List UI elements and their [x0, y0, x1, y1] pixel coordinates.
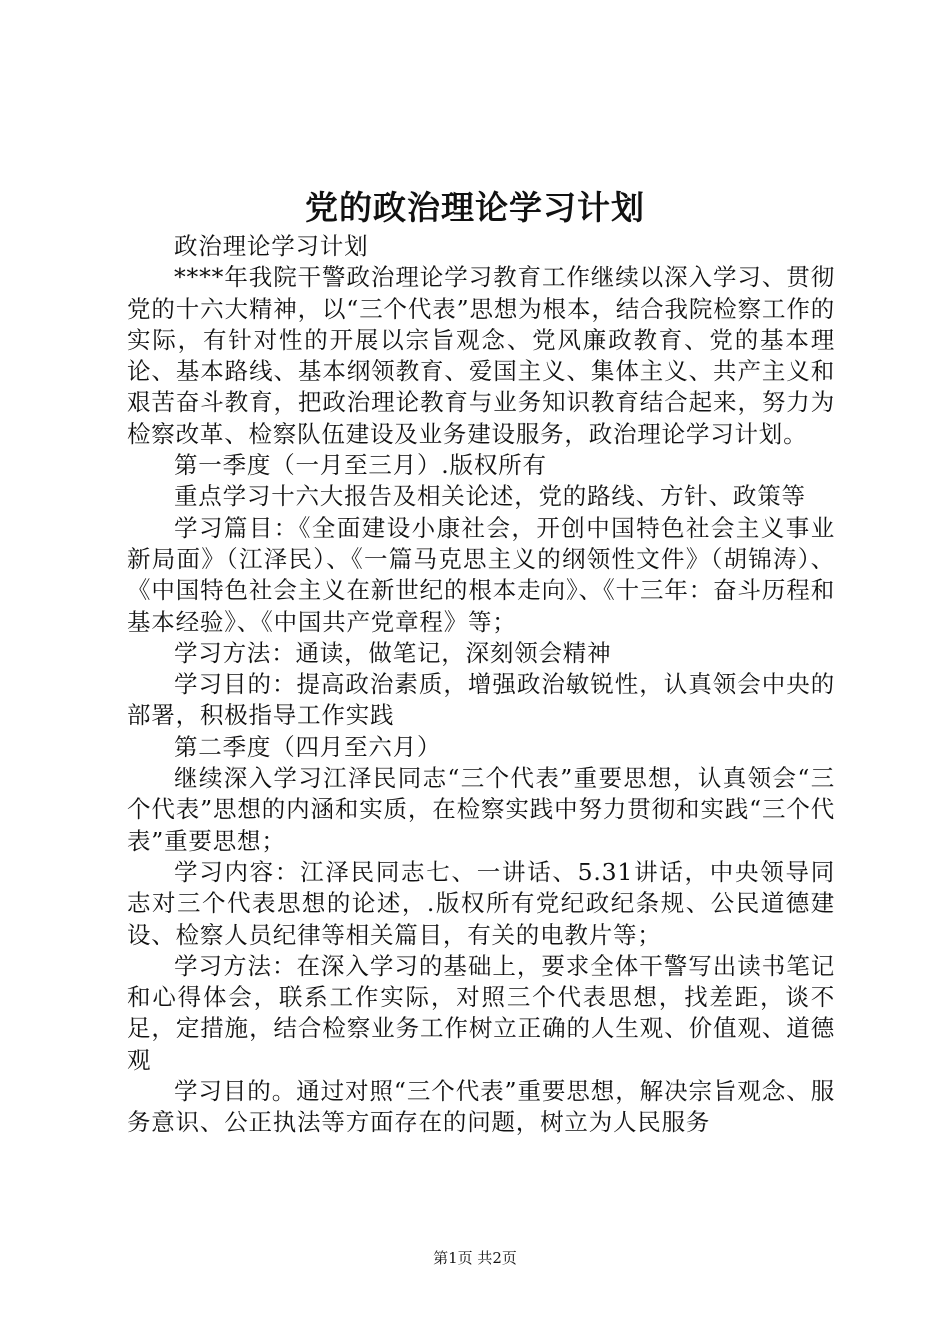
paragraph-q1-focus: 重点学习十六大报告及相关论述，党的路线、方针、政策等 — [174, 482, 806, 511]
paragraph-intro: ****年我院干警政治理论学习教育工作继续以深入学习、贯彻党的十六大精神，以“三个代表”思想为根本，结合我院检察工作的实际，有针对性的开展以宗旨观念、党风廉政教育、党的基本理论、基本路线、基本纲领教育、爱国主义、集体主义、共产主义和艰苦奋斗教育，把政治理论教育与业务知识教育结合起来，努力为检察改革、检察队伍建设及业务建设服务，政治理论学习计划。 — [127, 263, 835, 448]
paragraph-q1-goal: 学习目的：提高政治素质，增强政治敏锐性，认真领会中央的部署，积极指导工作实践 — [127, 670, 835, 730]
paragraph-q2-focus: 继续深入学习江泽民同志“三个代表”重要思想，认真领会“三个代表”思想的内涵和实质，在检察实践中努力贯彻和实践“三个代表”重要思想； — [127, 764, 835, 855]
paragraph-q2-goal: 学习目的。通过对照“三个代表”重要思想，解决宗旨观念、服务意识、公正执法等方面存在的问题，树立为人民服务 — [127, 1077, 835, 1137]
paragraph-q1-heading: 第一季度（一月至三月）.版权所有 — [174, 451, 547, 480]
paragraph-q2-content: 学习内容：江泽民同志七、一讲话、5.31讲话，中央领导同志对三个代表思想的论述，.版权所有党纪政纪条规、公民道德建设、检察人员纪律等相关篇目，有关的电教片等； — [127, 857, 835, 949]
document-title: 党的政治理论学习计划 — [305, 188, 645, 227]
paragraph-subtitle: 政治理论学习计划 — [174, 232, 369, 260]
page-number-footer: 第1页 共2页 — [433, 1249, 517, 1267]
paragraph-q1-method: 学习方法：通读，做笔记，深刻领会精神 — [174, 638, 612, 667]
paragraph-q2-heading: 第二季度（四月至六月） — [174, 732, 442, 761]
paragraph-q1-articles: 学习篇目：《全面建设小康社会，开创中国特色社会主义事业新局面》（江泽民）、《一篇马克思主义的纲领性文件》（胡锦涛）、《中国特色社会主义在新世纪的根本走向》、《十三年：奋斗历程和基本经验》、《中国共产党章程》等； — [127, 513, 835, 636]
document-body — [127, 231, 835, 1139]
paragraph-q2-method: 学习方法：在深入学习的基础上，要求全体干警写出读书笔记和心得体会，联系工作实际，对照三个代表思想，找差距，谈不足，定措施，结合检察业务工作树立正确的人生观、价值观、道德观 — [127, 951, 835, 1074]
